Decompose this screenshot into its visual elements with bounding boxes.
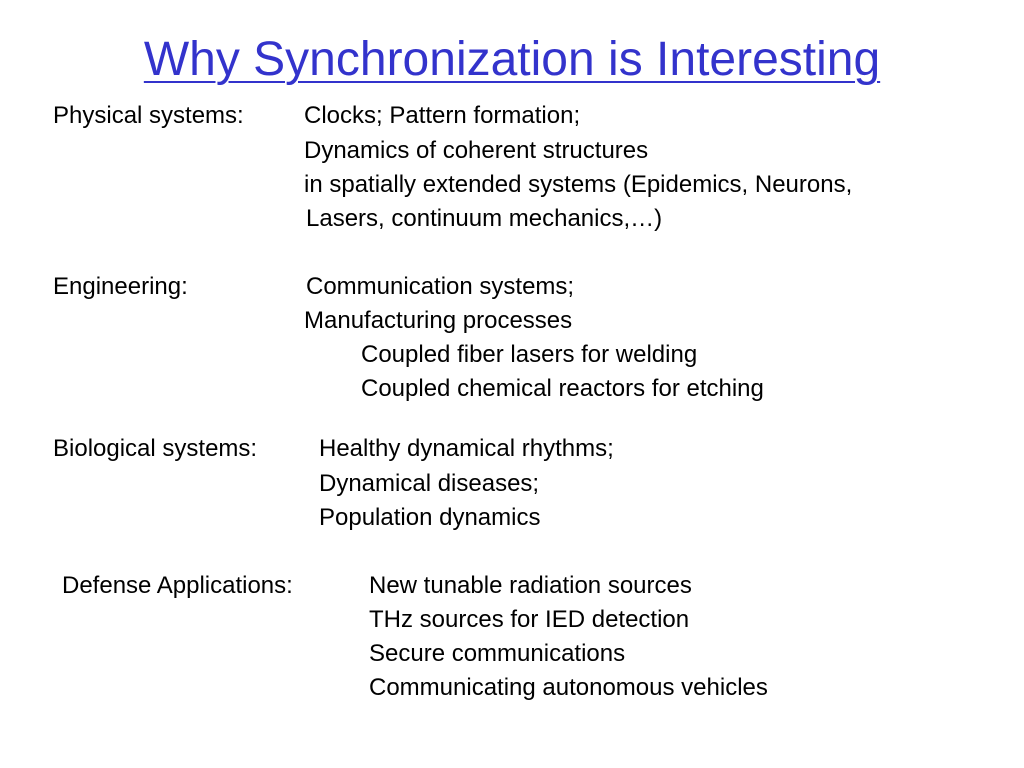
section-line: Lasers, continuum mechanics,…)	[306, 205, 663, 232]
section-line: Communicating autonomous vehicles	[369, 674, 768, 701]
section-line: Coupled chemical reactors for etching	[361, 375, 764, 402]
section-line: Clocks; Pattern formation;	[304, 102, 581, 129]
section-label: Engineering:	[53, 273, 188, 300]
section-line: Dynamics of coherent structures	[304, 137, 649, 164]
section-label: Physical systems:	[53, 102, 244, 129]
section-line: Communication systems;	[306, 273, 575, 300]
section-label: Defense Applications:	[62, 572, 293, 599]
page-title: Why Synchronization is Interesting	[143, 33, 881, 86]
section-line: Secure communications	[369, 640, 626, 667]
section-line: Dynamical diseases;	[319, 470, 540, 497]
section-line: New tunable radiation sources	[369, 572, 692, 599]
section-line: Coupled fiber lasers for welding	[361, 341, 698, 368]
section-line: Manufacturing processes	[304, 307, 573, 334]
section-line: Population dynamics	[319, 504, 541, 531]
section-line: THz sources for IED detection	[369, 606, 690, 633]
section-line: Healthy dynamical rhythms;	[319, 435, 614, 462]
section-line: in spatially extended systems (Epidemics, Neurons,	[304, 171, 853, 198]
section-label: Biological systems:	[53, 435, 258, 462]
